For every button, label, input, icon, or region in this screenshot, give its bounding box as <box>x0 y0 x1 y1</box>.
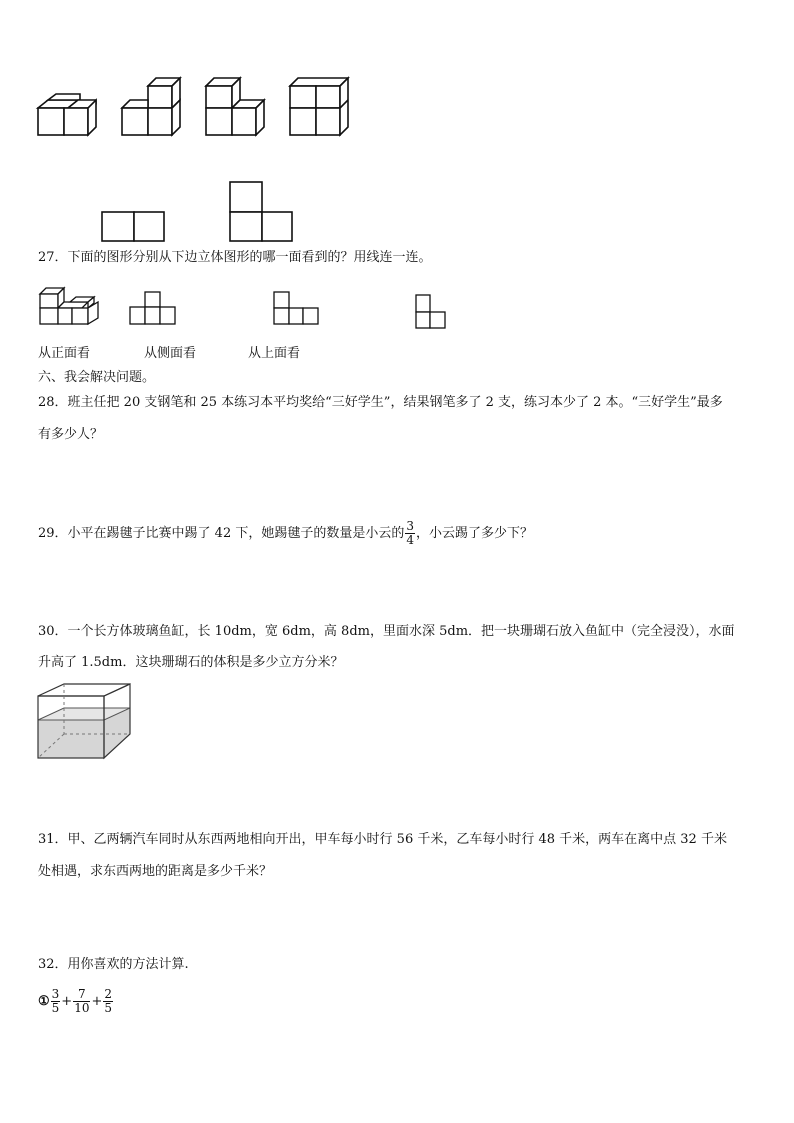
q30-line1: 30．一个长方体玻璃鱼缸，长 10dm，宽 6dm，高 8dm，里面水深 5dm．把一块珊瑚石放入鱼缸中（完全浸没），水面 <box>38 624 735 639</box>
plus-sign: + <box>91 994 103 1009</box>
q32-frac-3 <box>103 988 113 1015</box>
q32-item-marker: ① <box>38 994 50 1009</box>
q32-frac-2-den: 10 <box>74 1001 90 1015</box>
section-title: 六、我会解决问题。 <box>38 370 156 385</box>
q31-line2: 处相遇，求东西两地的距离是多少千米？ <box>38 864 273 879</box>
view-label-side: 从侧面看 <box>144 346 197 361</box>
q32-frac-3-den: 5 <box>104 1001 113 1015</box>
q32-frac-1-num: 3 <box>51 987 60 1001</box>
q32-frac-3-num: 2 <box>104 987 113 1001</box>
q27-text: 27．下面的图形分别从下边立体图形的哪一面看到的？用线连一连。 <box>38 250 432 265</box>
view-label-front: 从正面看 <box>38 346 91 361</box>
q29-after: ，小云踢了多少下？ <box>416 526 534 541</box>
q32-text: 32．用你喜欢的方法计算. <box>38 957 189 972</box>
q28-line2: 有多少人？ <box>38 427 104 442</box>
q31-line1: 31．甲、乙两辆汽车同时从东西两地相向开出，甲车每小时行 56 千米，乙车每小时行 48 千米，两车在离中点 32 千米 <box>38 832 727 847</box>
plus-sign: + <box>61 994 73 1009</box>
q30-line2: 升高了 1.5dm．这块珊瑚石的体积是多少立方分米？ <box>38 655 344 670</box>
q29-frac-den: 4 <box>406 533 414 547</box>
q29-before: 29．小平在踢毽子比赛中踢了 42 下，她踢毽子的数量是小云的 <box>38 526 405 541</box>
view-label-top: 从上面看 <box>248 346 301 361</box>
q29-frac-num: 3 <box>406 519 414 533</box>
q32-frac-1 <box>51 988 61 1015</box>
q32-frac-1-den: 5 <box>51 1001 60 1015</box>
q32-frac-2-num: 7 <box>73 988 90 1002</box>
q28-line1: 28．班主任把 20 支钢笔和 25 本练习本平均奖给“三好学生”，结果钢笔多了 2 支，练习本少了 2 本。“三好学生”最多 <box>38 395 723 410</box>
q32-frac-2 <box>73 988 90 1015</box>
q32-expression <box>38 984 114 1020</box>
